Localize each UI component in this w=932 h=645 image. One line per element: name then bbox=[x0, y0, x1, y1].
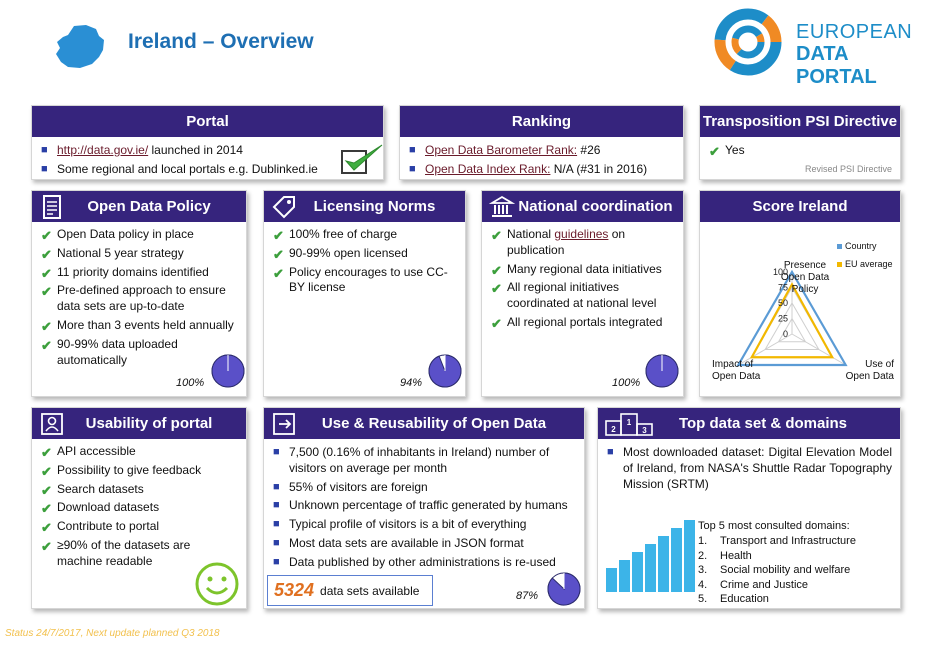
reuse-percent: 87% bbox=[516, 590, 539, 602]
svg-text:2: 2 bbox=[611, 425, 616, 434]
policy-pie bbox=[210, 353, 246, 389]
usability-card bbox=[31, 407, 247, 609]
barometer-link[interactable]: Open Data Barometer Rank: bbox=[425, 143, 578, 157]
podium-icon bbox=[604, 411, 654, 437]
psi-card bbox=[699, 105, 901, 180]
dataset-count-box bbox=[267, 575, 433, 606]
bar-steps-icon bbox=[604, 516, 700, 594]
score-card bbox=[699, 190, 901, 397]
list-item: ✔ Policy encourages to use CC-BY license bbox=[273, 264, 448, 295]
axis-label-use: Use of Open Data bbox=[845, 359, 894, 382]
reuse-card bbox=[263, 407, 585, 609]
svg-text:3: 3 bbox=[642, 426, 647, 435]
licensing-card bbox=[263, 190, 466, 397]
list-item: ■ http://data.gov.ie/ launched in 2014 bbox=[41, 143, 243, 157]
user-icon bbox=[39, 411, 65, 437]
domain-item: 5. Education bbox=[698, 593, 769, 605]
portal-link[interactable]: http://data.gov.ie/ bbox=[57, 143, 149, 157]
policy-percent: 100% bbox=[176, 377, 205, 389]
list-item: ✔ All regional initiatives coordinated at national level bbox=[491, 280, 657, 311]
list-item: ■ Some regional and local portals e.g. Dublinked.ie bbox=[41, 161, 318, 176]
licensing-header: Licensing Norms bbox=[264, 191, 465, 222]
psi-header: Transposition PSI Directive bbox=[700, 106, 900, 137]
list-item: ✔ Contribute to portal bbox=[41, 519, 160, 536]
list-item: ✔ 100% free of charge bbox=[273, 227, 398, 243]
ranking-header: Ranking bbox=[400, 106, 683, 137]
list-item: ✔ Search datasets bbox=[41, 481, 144, 498]
list-item: ✔ More than 3 events held annually bbox=[41, 318, 234, 335]
list-item: ■ 7,500 (0.16% of inhabitants in Ireland) number of visitors on average per month bbox=[273, 445, 550, 475]
top-header: 1 2 3 Top data set & domains bbox=[598, 408, 900, 439]
licensing-percent: 94% bbox=[400, 377, 423, 389]
page-title: Ireland – Overview bbox=[128, 30, 314, 53]
domain-item: 2. Health bbox=[698, 549, 752, 562]
list-item: ■ Most data sets are available in JSON format bbox=[273, 536, 524, 551]
checkbox-icon bbox=[340, 143, 386, 177]
score-header: Score Ireland bbox=[700, 191, 900, 222]
list-item: ✔ Download datasets bbox=[41, 500, 160, 517]
domains-title: Top 5 most consulted domains: bbox=[698, 520, 850, 532]
domain-item: 1. Transport and Infrastructure bbox=[698, 535, 856, 547]
reuse-pie bbox=[546, 571, 582, 607]
usability-header: Usability of portal bbox=[32, 408, 246, 439]
list-item: ✔ 90-99% open licensed bbox=[273, 245, 408, 262]
axis-label-presence: Presence Open Data Policy bbox=[780, 260, 830, 295]
portal-card bbox=[31, 105, 384, 180]
ireland-map-icon bbox=[52, 24, 110, 70]
list-item: ■ Most downloaded dataset: Digital Elevation Model of Ireland, from NASA's Shuttle Radar Topography Mission (SRTM) bbox=[607, 445, 892, 491]
top-card bbox=[597, 407, 901, 609]
policy-card bbox=[31, 190, 247, 397]
list-item: ✔ National 5 year strategy bbox=[41, 245, 184, 262]
licensing-pie bbox=[427, 353, 463, 389]
list-item: ✔ Yes bbox=[709, 143, 745, 159]
exit-icon bbox=[271, 411, 297, 437]
list-item: ✔ 11 priority domains identified bbox=[41, 264, 209, 281]
radar-tick-label: 0 bbox=[782, 329, 788, 339]
radar-tick-label: 50 bbox=[777, 298, 788, 308]
reuse-header: Use & Reusability of Open Data bbox=[264, 408, 584, 439]
logo-line1: EUROPEAN bbox=[796, 21, 913, 43]
axis-label-impact: Impact of Open Data bbox=[712, 359, 761, 382]
coordination-pie bbox=[644, 353, 680, 389]
list-item: ✔ All regional portals integrated bbox=[491, 315, 663, 332]
footer-status: Status 24/7/2017, Next update planned Q3 2018 bbox=[5, 628, 220, 639]
svg-text:1: 1 bbox=[626, 418, 632, 427]
coordination-card bbox=[481, 190, 684, 397]
building-icon bbox=[489, 194, 515, 220]
list-item: ■ Typical profile of visitors is a bit of everything bbox=[273, 517, 527, 532]
legend-eu: EU average bbox=[837, 259, 893, 269]
policy-header: Open Data Policy bbox=[32, 191, 246, 222]
smiley-icon bbox=[194, 562, 240, 606]
list-item: ✔ National guidelines on publication bbox=[491, 227, 626, 257]
list-item: ■ 55% of visitors are foreign bbox=[273, 479, 428, 494]
document-icon bbox=[39, 194, 65, 220]
list-item: ✔ Many regional data initiatives bbox=[491, 261, 662, 278]
list-item: ✔ ≥90% of the datasets are machine readable bbox=[41, 538, 191, 568]
tag-icon bbox=[271, 194, 297, 220]
list-item: ■ Data published by other administrations is re-used bbox=[273, 554, 556, 569]
radar-tick-label: 25 bbox=[777, 313, 788, 324]
radar-tick-label: 75 bbox=[777, 282, 788, 293]
list-item: ✔ Open Data policy in place bbox=[41, 227, 194, 243]
dataset-count: 5324 bbox=[274, 580, 315, 600]
psi-note: Revised PSI Directive bbox=[804, 164, 892, 174]
list-item: ✔ Possibility to give feedback bbox=[41, 462, 202, 479]
list-item: ✔ 90-99% data uploaded automatically bbox=[41, 336, 178, 367]
domains-list bbox=[698, 534, 856, 607]
portal-header: Portal bbox=[32, 106, 383, 137]
domain-item: 4. Crime and Justice bbox=[698, 578, 809, 591]
list-item: ■ Unknown percentage of traffic generated by humans bbox=[273, 498, 568, 513]
dataset-label: data sets available bbox=[320, 583, 420, 598]
list-item: ■ Open Data Barometer Rank: #26 bbox=[409, 143, 601, 157]
coordination-header: National coordination bbox=[482, 191, 683, 222]
guidelines-link[interactable]: guidelines bbox=[554, 227, 609, 241]
list-item: ■ Open Data Index Rank: N/A (#31 in 2016) bbox=[409, 161, 648, 176]
legend-country: Country bbox=[837, 241, 877, 251]
list-item: ✔ Pre-defined approach to ensure data sets are up-to-date bbox=[41, 283, 226, 314]
coordination-percent: 100% bbox=[612, 377, 641, 389]
list-item: ✔ API accessible bbox=[41, 444, 136, 460]
ranking-card bbox=[399, 105, 684, 180]
european-data-portal-logo bbox=[708, 6, 794, 80]
index-link[interactable]: Open Data Index Rank: bbox=[425, 161, 551, 176]
radar-tick-label: 100 bbox=[772, 267, 788, 277]
domain-item: 3. Social mobility and welfare bbox=[698, 564, 851, 576]
logo-line2: DATA PORTAL bbox=[796, 43, 877, 88]
